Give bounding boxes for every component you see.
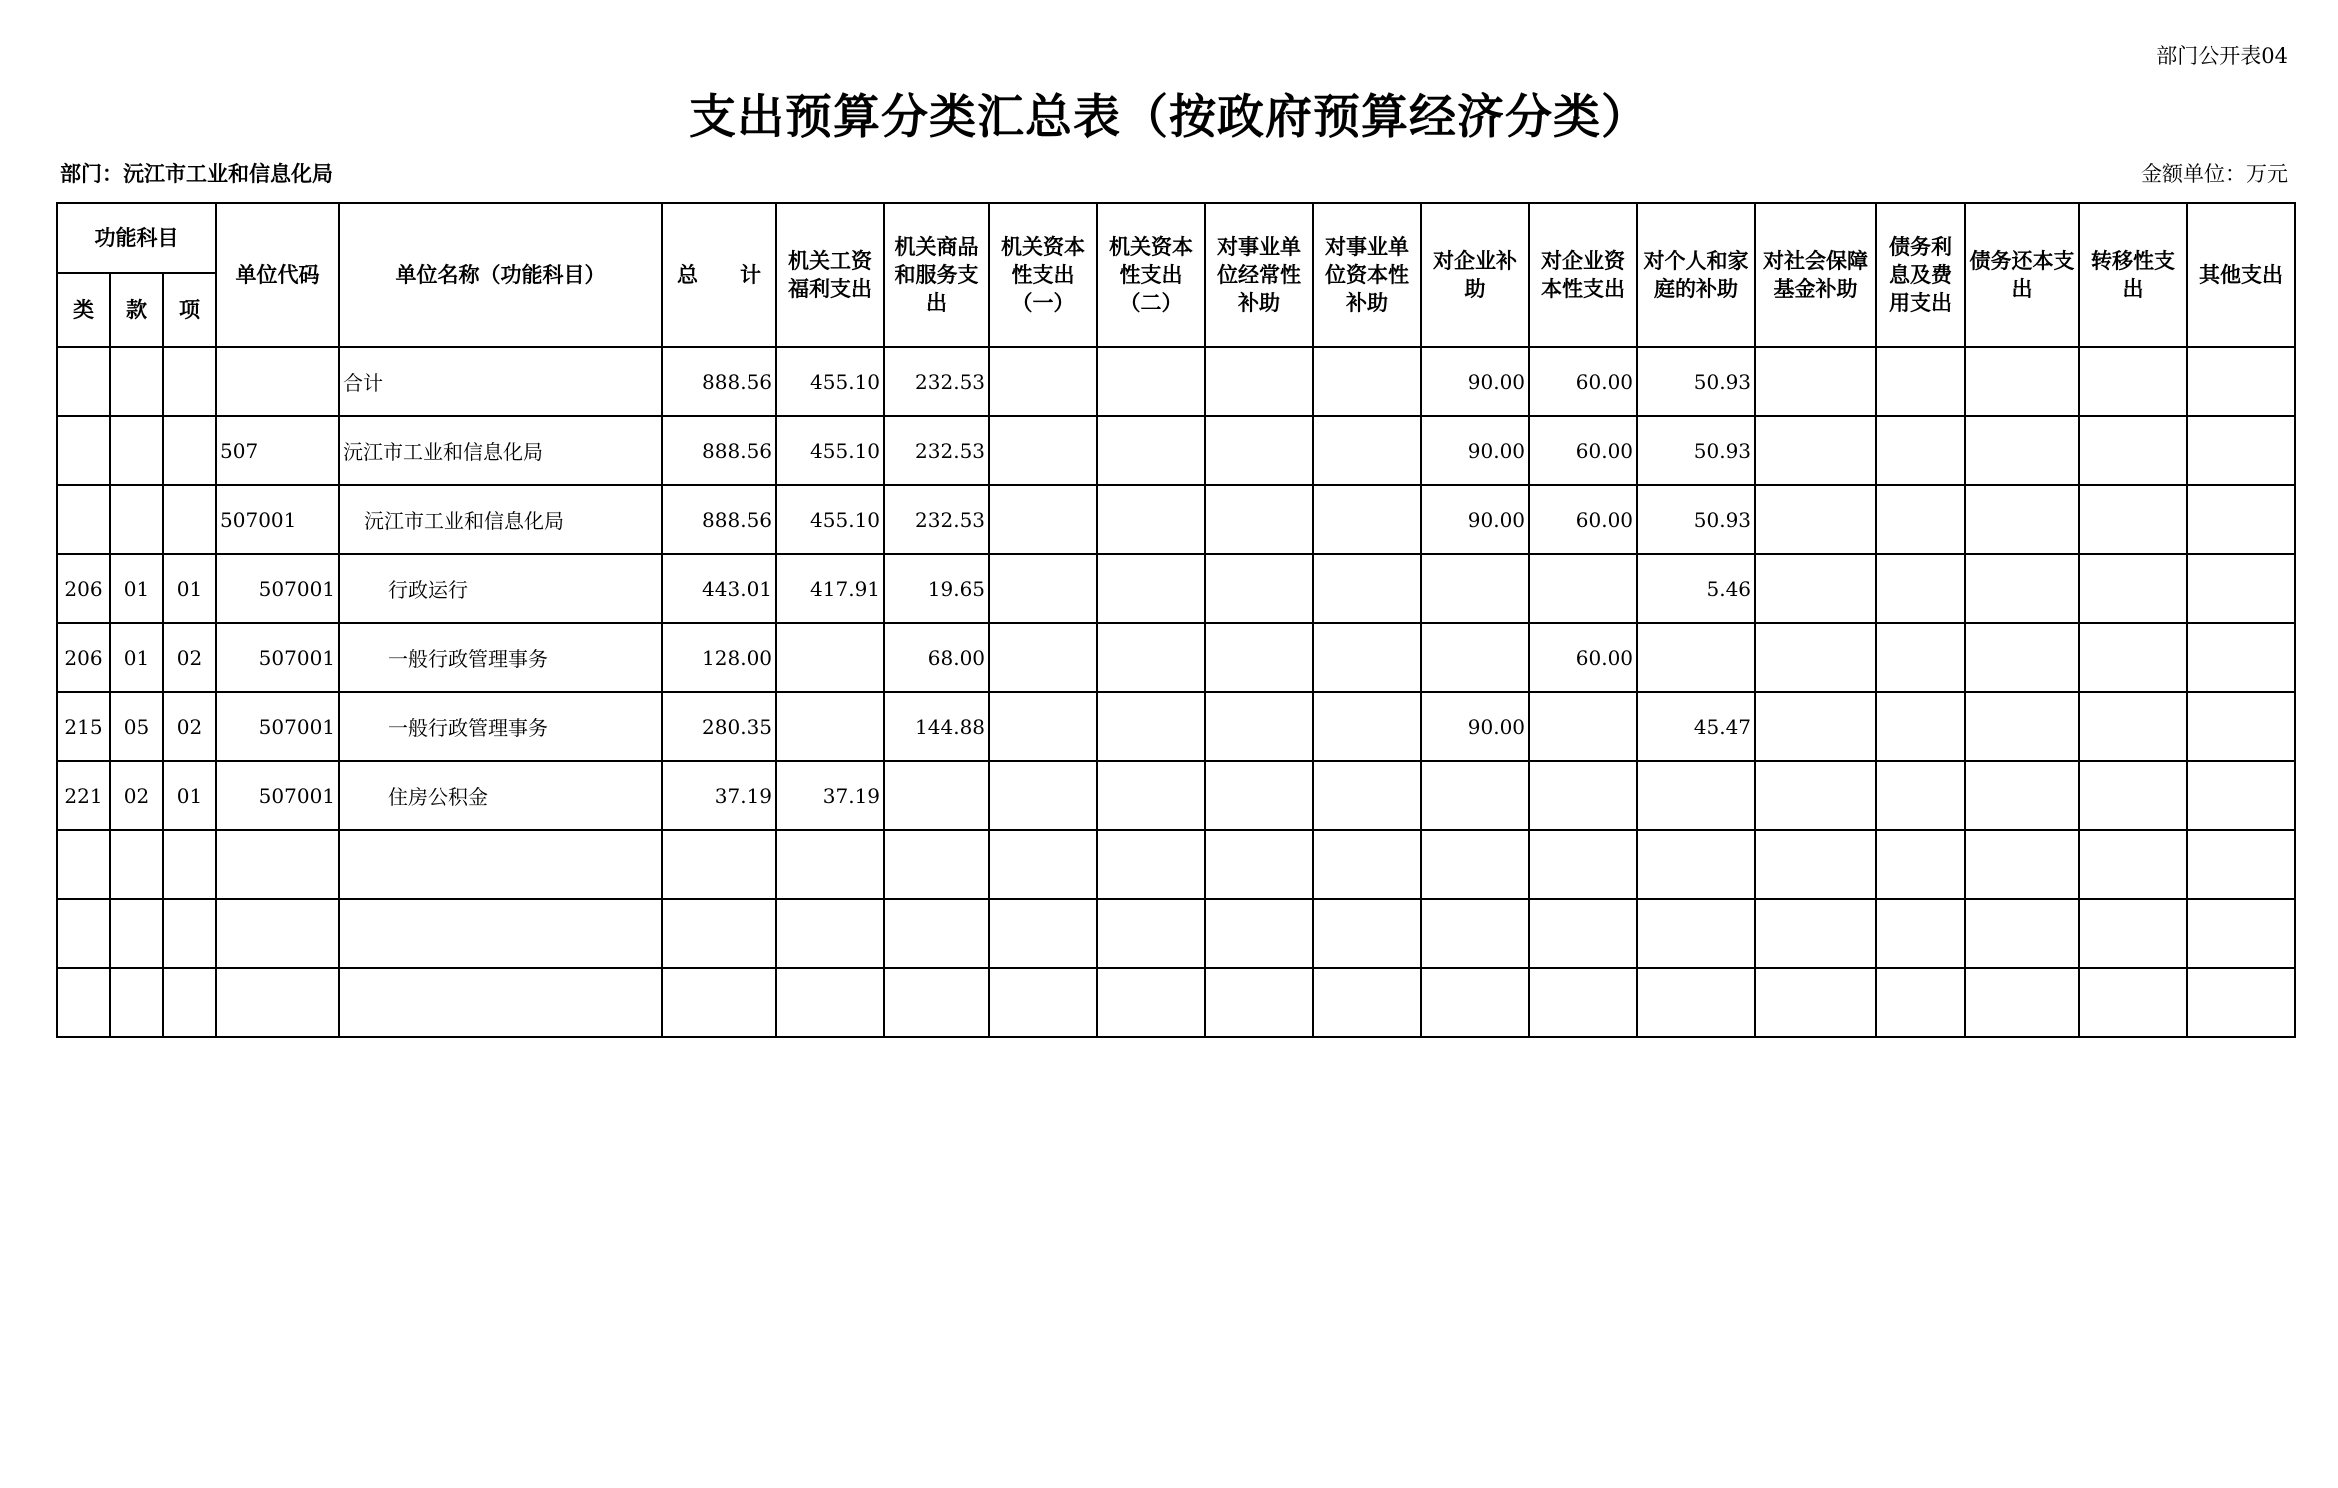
cell-c9 [1637, 761, 1755, 830]
cell-kuan: 02 [110, 761, 163, 830]
cell-c14 [2187, 692, 2295, 761]
empty-cell [1097, 968, 1205, 1037]
cell-total: 443.01 [662, 554, 776, 623]
cell-c5 [1205, 554, 1313, 623]
header-col-6: 对事业单位资本性补助 [1313, 203, 1421, 347]
cell-c8 [1529, 761, 1637, 830]
cell-lei: 206 [57, 623, 110, 692]
empty-cell [1421, 899, 1529, 968]
cell-code: 507001 [216, 692, 339, 761]
empty-cell [989, 968, 1097, 1037]
cell-kuan: 05 [110, 692, 163, 761]
cell-code: 507001 [216, 485, 339, 554]
empty-cell [1876, 968, 1965, 1037]
empty-cell [1755, 899, 1876, 968]
cell-c5 [1205, 623, 1313, 692]
empty-cell [2187, 830, 2295, 899]
cell-c8: 60.00 [1529, 347, 1637, 416]
page-title: 支出预算分类汇总表（按政府预算经济分类） [689, 90, 1649, 145]
empty-cell [110, 899, 163, 968]
cell-lei: 206 [57, 554, 110, 623]
header-kuan: 款 [110, 273, 163, 347]
cell-c3 [989, 623, 1097, 692]
table-row [57, 347, 2295, 416]
cell-c7 [1421, 623, 1529, 692]
empty-cell [2187, 899, 2295, 968]
cell-c4 [1097, 347, 1205, 416]
empty-cell [1313, 830, 1421, 899]
empty-cell [1205, 899, 1313, 968]
cell-kuan: 01 [110, 554, 163, 623]
empty-cell [57, 830, 110, 899]
cell-c6 [1313, 485, 1421, 554]
header-col-8: 对企业资本性支出 [1529, 203, 1637, 347]
cell-xiang: 02 [163, 623, 216, 692]
empty-cell [1205, 968, 1313, 1037]
cell-kuan: 01 [110, 623, 163, 692]
cell-name: 合计 [339, 347, 662, 416]
cell-c2: 144.88 [884, 692, 989, 761]
empty-cell [2187, 968, 2295, 1037]
cell-lei [57, 416, 110, 485]
empty-cell [662, 899, 776, 968]
budget-table [56, 202, 2296, 1038]
cell-c7 [1421, 554, 1529, 623]
table-row [57, 416, 2295, 485]
cell-c11 [1876, 761, 1965, 830]
cell-c12 [1965, 623, 2079, 692]
cell-c8: 60.00 [1529, 485, 1637, 554]
cell-c11 [1876, 416, 1965, 485]
empty-cell [1637, 899, 1755, 968]
cell-c9: 50.93 [1637, 485, 1755, 554]
cell-c6 [1313, 692, 1421, 761]
cell-c10 [1755, 623, 1876, 692]
cell-c8: 60.00 [1529, 623, 1637, 692]
cell-c1: 455.10 [776, 416, 884, 485]
empty-cell [776, 899, 884, 968]
cell-c14 [2187, 554, 2295, 623]
empty-cell [884, 830, 989, 899]
empty-cell [216, 899, 339, 968]
cell-c7: 90.00 [1421, 347, 1529, 416]
cell-name: 一般行政管理事务 [339, 623, 662, 692]
cell-total: 888.56 [662, 485, 776, 554]
cell-c11 [1876, 347, 1965, 416]
empty-cell [163, 968, 216, 1037]
empty-cell [2079, 968, 2187, 1037]
cell-c2: 68.00 [884, 623, 989, 692]
cell-c14 [2187, 623, 2295, 692]
department-label: 部门：沅江市工业和信息化局 [60, 162, 333, 186]
cell-lei [57, 347, 110, 416]
cell-c6 [1313, 347, 1421, 416]
header-col-14: 其他支出 [2187, 203, 2295, 347]
empty-cell [1097, 899, 1205, 968]
cell-c12 [1965, 554, 2079, 623]
cell-c7: 90.00 [1421, 485, 1529, 554]
cell-c6 [1313, 416, 1421, 485]
cell-c4 [1097, 761, 1205, 830]
cell-c3 [989, 347, 1097, 416]
cell-c11 [1876, 554, 1965, 623]
cell-name: 住房公积金 [339, 761, 662, 830]
empty-cell [110, 968, 163, 1037]
empty-cell [1421, 830, 1529, 899]
cell-c1: 417.91 [776, 554, 884, 623]
cell-c2: 232.53 [884, 347, 989, 416]
form-id: 部门公开表04 [2156, 44, 2288, 68]
cell-c1 [776, 623, 884, 692]
header-total: 总 计 [662, 203, 776, 347]
cell-xiang: 01 [163, 761, 216, 830]
empty-cell [1313, 899, 1421, 968]
empty-cell [1529, 968, 1637, 1037]
cell-c1: 455.10 [776, 485, 884, 554]
header-col-10: 对社会保障基金补助 [1755, 203, 1876, 347]
empty-cell [1965, 899, 2079, 968]
cell-c9: 5.46 [1637, 554, 1755, 623]
cell-c8 [1529, 692, 1637, 761]
cell-c2: 19.65 [884, 554, 989, 623]
cell-c13 [2079, 623, 2187, 692]
header-col-9: 对个人和家庭的补助 [1637, 203, 1755, 347]
empty-cell [884, 968, 989, 1037]
cell-total: 128.00 [662, 623, 776, 692]
cell-c4 [1097, 623, 1205, 692]
cell-c4 [1097, 554, 1205, 623]
cell-c12 [1965, 692, 2079, 761]
empty-cell [1876, 830, 1965, 899]
cell-code: 507001 [216, 554, 339, 623]
cell-c4 [1097, 692, 1205, 761]
table-row [57, 761, 2295, 830]
header-col-12: 债务还本支出 [1965, 203, 2079, 347]
empty-cell [1755, 968, 1876, 1037]
empty-cell [1421, 968, 1529, 1037]
cell-c1: 455.10 [776, 347, 884, 416]
cell-c3 [989, 416, 1097, 485]
cell-c11 [1876, 623, 1965, 692]
cell-code: 507001 [216, 623, 339, 692]
table-row-empty [57, 968, 2295, 1037]
empty-cell [57, 968, 110, 1037]
cell-c10 [1755, 416, 1876, 485]
header-unit-code: 单位代码 [216, 203, 339, 347]
cell-c13 [2079, 761, 2187, 830]
cell-c3 [989, 692, 1097, 761]
empty-cell [776, 830, 884, 899]
empty-cell [57, 899, 110, 968]
cell-lei: 215 [57, 692, 110, 761]
cell-c3 [989, 485, 1097, 554]
cell-c12 [1965, 485, 2079, 554]
header-col-4: 机关资本性支出（二） [1097, 203, 1205, 347]
cell-c5 [1205, 485, 1313, 554]
header-col-5: 对事业单位经常性补助 [1205, 203, 1313, 347]
empty-cell [339, 968, 662, 1037]
cell-c13 [2079, 692, 2187, 761]
table-row [57, 485, 2295, 554]
cell-c2 [884, 761, 989, 830]
cell-c12 [1965, 416, 2079, 485]
cell-c9: 45.47 [1637, 692, 1755, 761]
header-func-subject: 功能科目 [57, 203, 216, 273]
cell-kuan [110, 485, 163, 554]
empty-cell [662, 968, 776, 1037]
header-col-13: 转移性支出 [2079, 203, 2187, 347]
cell-lei [57, 485, 110, 554]
cell-c7 [1421, 761, 1529, 830]
cell-c13 [2079, 554, 2187, 623]
header-xiang: 项 [163, 273, 216, 347]
cell-c7: 90.00 [1421, 692, 1529, 761]
header-lei: 类 [57, 273, 110, 347]
cell-c13 [2079, 416, 2187, 485]
cell-c13 [2079, 485, 2187, 554]
cell-c5 [1205, 761, 1313, 830]
empty-cell [339, 899, 662, 968]
empty-cell [1313, 968, 1421, 1037]
cell-kuan [110, 416, 163, 485]
cell-code: 507 [216, 416, 339, 485]
cell-total: 280.35 [662, 692, 776, 761]
cell-c3 [989, 554, 1097, 623]
cell-xiang [163, 347, 216, 416]
cell-c2: 232.53 [884, 485, 989, 554]
empty-cell [216, 968, 339, 1037]
cell-total: 888.56 [662, 416, 776, 485]
cell-c14 [2187, 485, 2295, 554]
amount-unit-label: 金额单位：万元 [2141, 162, 2288, 186]
empty-cell [216, 830, 339, 899]
cell-name: 行政运行 [339, 554, 662, 623]
cell-c5 [1205, 347, 1313, 416]
table-row [57, 554, 2295, 623]
cell-c6 [1313, 623, 1421, 692]
cell-c8 [1529, 554, 1637, 623]
empty-cell [1205, 830, 1313, 899]
table-row [57, 623, 2295, 692]
cell-c11 [1876, 692, 1965, 761]
table-row-empty [57, 899, 2295, 968]
cell-name: 一般行政管理事务 [339, 692, 662, 761]
cell-c9 [1637, 623, 1755, 692]
header-col-1: 机关工资福利支出 [776, 203, 884, 347]
empty-cell [1529, 830, 1637, 899]
empty-cell [1965, 968, 2079, 1037]
header-unit-name: 单位名称（功能科目） [339, 203, 662, 347]
cell-lei: 221 [57, 761, 110, 830]
cell-c1: 37.19 [776, 761, 884, 830]
cell-c1 [776, 692, 884, 761]
cell-c5 [1205, 692, 1313, 761]
empty-cell [2079, 899, 2187, 968]
empty-cell [1529, 899, 1637, 968]
cell-c13 [2079, 347, 2187, 416]
empty-cell [1637, 830, 1755, 899]
cell-c12 [1965, 347, 2079, 416]
cell-c12 [1965, 761, 2079, 830]
cell-c14 [2187, 416, 2295, 485]
cell-c8: 60.00 [1529, 416, 1637, 485]
cell-c10 [1755, 554, 1876, 623]
cell-name: 沅江市工业和信息化局 [339, 485, 662, 554]
cell-xiang [163, 416, 216, 485]
cell-xiang: 02 [163, 692, 216, 761]
cell-c10 [1755, 485, 1876, 554]
empty-cell [163, 899, 216, 968]
cell-c14 [2187, 761, 2295, 830]
cell-name: 沅江市工业和信息化局 [339, 416, 662, 485]
cell-code: 507001 [216, 761, 339, 830]
empty-cell [2079, 830, 2187, 899]
cell-c9: 50.93 [1637, 416, 1755, 485]
empty-cell [339, 830, 662, 899]
empty-cell [662, 830, 776, 899]
empty-cell [1637, 968, 1755, 1037]
empty-cell [1876, 899, 1965, 968]
cell-kuan [110, 347, 163, 416]
empty-cell [110, 830, 163, 899]
cell-xiang: 01 [163, 554, 216, 623]
cell-c2: 232.53 [884, 416, 989, 485]
cell-c11 [1876, 485, 1965, 554]
empty-cell [1965, 830, 2079, 899]
header-col-2: 机关商品和服务支出 [884, 203, 989, 347]
cell-total: 888.56 [662, 347, 776, 416]
empty-cell [989, 899, 1097, 968]
empty-cell [989, 830, 1097, 899]
cell-c6 [1313, 554, 1421, 623]
cell-total: 37.19 [662, 761, 776, 830]
cell-c10 [1755, 761, 1876, 830]
cell-c4 [1097, 416, 1205, 485]
table-row [57, 692, 2295, 761]
header-col-7: 对企业补助 [1421, 203, 1529, 347]
empty-cell [1097, 830, 1205, 899]
cell-c7: 90.00 [1421, 416, 1529, 485]
cell-xiang [163, 485, 216, 554]
cell-c10 [1755, 692, 1876, 761]
cell-c3 [989, 761, 1097, 830]
cell-c4 [1097, 485, 1205, 554]
empty-cell [1755, 830, 1876, 899]
empty-cell [776, 968, 884, 1037]
cell-c10 [1755, 347, 1876, 416]
header-col-3: 机关资本性支出（一） [989, 203, 1097, 347]
cell-c5 [1205, 416, 1313, 485]
header-col-11: 债务利息及费用支出 [1876, 203, 1965, 347]
table-row-empty [57, 830, 2295, 899]
cell-code [216, 347, 339, 416]
cell-c6 [1313, 761, 1421, 830]
cell-c14 [2187, 347, 2295, 416]
cell-c9: 50.93 [1637, 347, 1755, 416]
empty-cell [163, 830, 216, 899]
empty-cell [884, 899, 989, 968]
